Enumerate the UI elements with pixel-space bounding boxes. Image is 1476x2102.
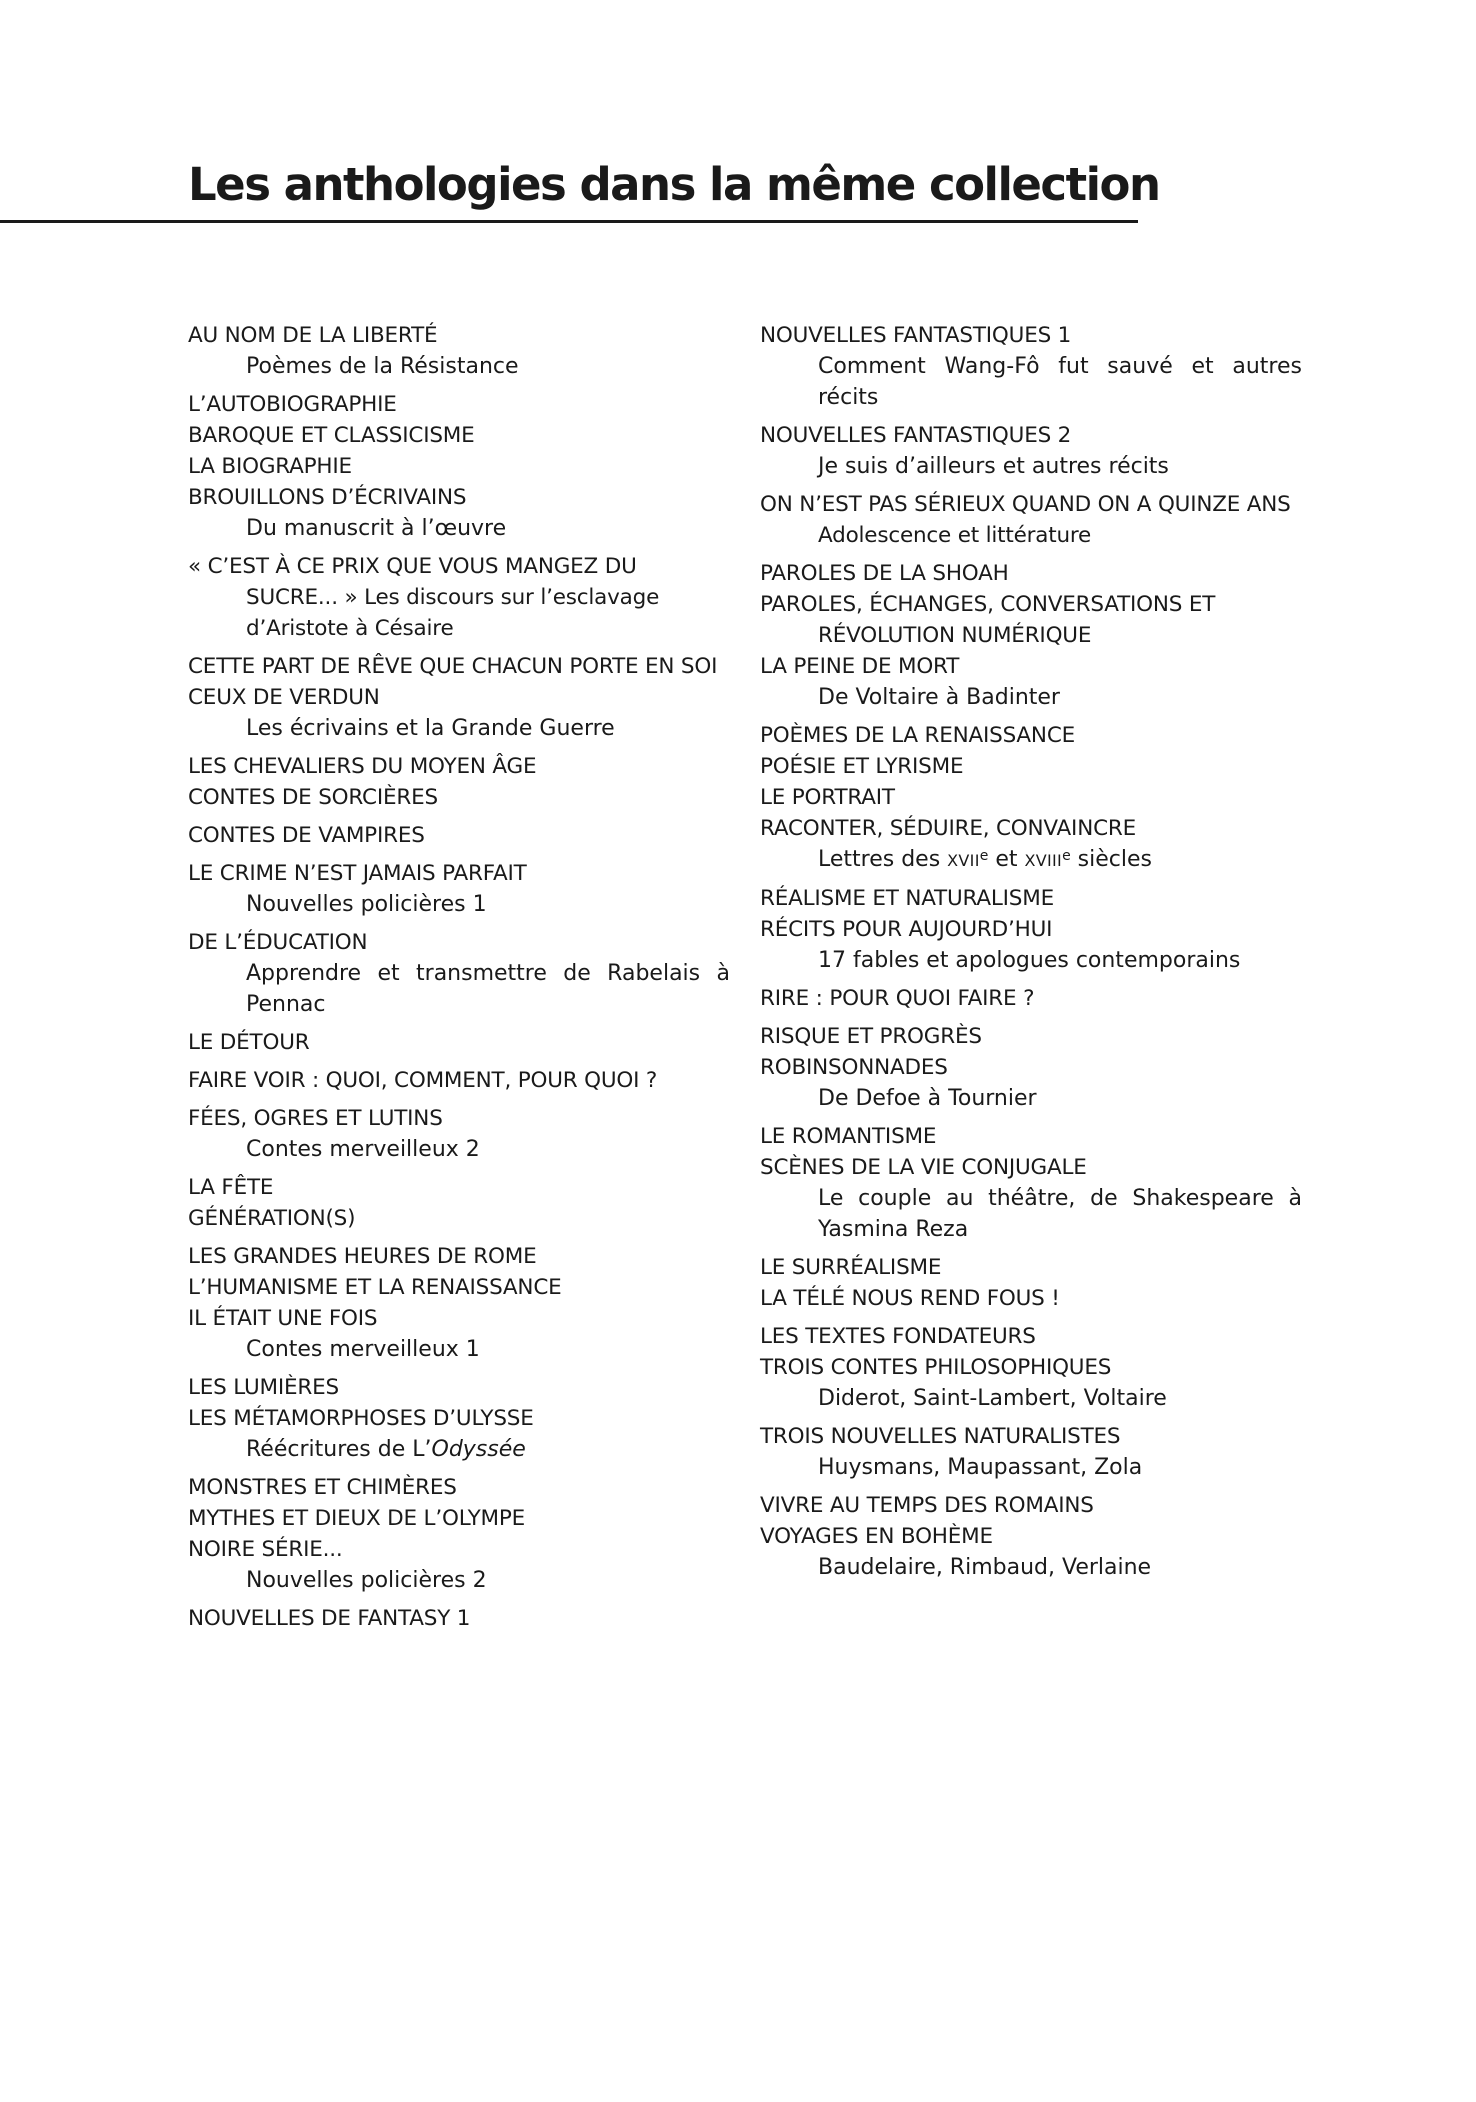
list-item xyxy=(188,782,730,813)
list-item xyxy=(188,927,730,1020)
list-item xyxy=(188,1372,730,1403)
anthology-title: TROIS NOUVELLES NATURALISTES xyxy=(760,1424,1121,1449)
anthology-title: FAIRE VOIR : QUOI, COMMENT, POUR QUOI ? xyxy=(188,1068,658,1093)
anthology-title-text: « C’EST À CE PRIX QUE VOUS MANGEZ DU SUCRE... » xyxy=(188,554,637,610)
list-item xyxy=(760,558,1302,589)
list-item xyxy=(188,389,730,420)
anthology-subtitle: Contes merveilleux 1 xyxy=(246,1337,480,1362)
anthology-title: GÉNÉRATION(S) xyxy=(188,1206,356,1231)
list-item xyxy=(188,1303,730,1365)
anthology-title: AU NOM DE LA LIBERTÉ xyxy=(188,323,438,348)
anthology-title: NOUVELLES DE FANTASY 1 xyxy=(188,1606,471,1631)
anthology-title xyxy=(188,551,730,644)
list-item xyxy=(760,1352,1302,1414)
anthology-subtitle: Nouvelles policières 2 xyxy=(246,1568,487,1593)
list-item xyxy=(760,914,1302,976)
list-item xyxy=(760,651,1302,713)
anthology-title: LE DÉTOUR xyxy=(188,1030,310,1055)
list-item xyxy=(188,858,730,920)
anthology-title: BAROQUE ET CLASSICISME xyxy=(188,423,475,448)
list-item xyxy=(760,1521,1302,1583)
anthology-title: LES MÉTAMORPHOSES D’ULYSSE xyxy=(188,1406,534,1431)
anthology-title: LA BIOGRAPHIE xyxy=(188,454,352,479)
anthology-title: CONTES DE SORCIÈRES xyxy=(188,785,438,810)
list-item xyxy=(188,1241,730,1272)
anthology-title: RIRE : POUR QUOI FAIRE ? xyxy=(760,986,1035,1011)
anthology-title: LES GRANDES HEURES DE ROME xyxy=(188,1244,537,1269)
list-item xyxy=(188,751,730,782)
list-item xyxy=(188,1603,730,1634)
anthology-title: VOYAGES EN BOHÈME xyxy=(760,1524,993,1549)
anthology-title: CONTES DE VAMPIRES xyxy=(188,823,425,848)
anthology-subtitle: Poèmes de la Résistance xyxy=(246,354,519,379)
anthology-title: MONSTRES ET CHIMÈRES xyxy=(188,1475,457,1500)
anthology-title: ROBINSONNADES xyxy=(760,1055,948,1080)
anthology-title: LA PEINE DE MORT xyxy=(760,654,960,679)
anthology-subtitle: Le couple au théâtre, de Shakespeare à Yasmina Reza xyxy=(818,1186,1302,1242)
anthology-title: LES CHEVALIERS DU MOYEN ÂGE xyxy=(188,754,537,779)
anthology-title: NOIRE SÉRIE... xyxy=(188,1537,343,1562)
list-item xyxy=(188,1272,730,1303)
list-item xyxy=(188,1534,730,1596)
list-item xyxy=(760,589,1302,651)
list-item xyxy=(760,1421,1302,1483)
list-item xyxy=(760,883,1302,914)
list-item xyxy=(760,320,1302,413)
anthology-title: CEUX DE VERDUN xyxy=(188,685,380,710)
list-item xyxy=(188,1172,730,1203)
anthology-subtitle: Comment Wang-Fô fut sauvé et autres récits xyxy=(818,354,1302,410)
anthology-subtitle: Les écrivains et la Grande Guerre xyxy=(246,716,615,741)
anthology-title: L’HUMANISME ET LA RENAISSANCE xyxy=(188,1275,562,1300)
anthology-title: CETTE PART DE RÊVE QUE CHACUN PORTE EN SOI xyxy=(188,654,718,679)
list-item xyxy=(188,1027,730,1058)
anthology-title: LE CRIME N’EST JAMAIS PARFAIT xyxy=(188,861,527,886)
anthology-title: RACONTER, SÉDUIRE, CONVAINCRE xyxy=(760,816,1137,841)
anthology-title: LA FÊTE xyxy=(188,1175,274,1200)
anthology-title: SCÈNES DE LA VIE CONJUGALE xyxy=(760,1155,1087,1180)
anthology-subtitle: Huysmans, Maupassant, Zola xyxy=(818,1455,1143,1480)
anthology-inline-subtitle: Les discours sur l’esclavage d’Aristote à Césaire xyxy=(246,585,660,641)
anthology-title: RISQUE ET PROGRÈS xyxy=(760,1024,982,1049)
subtitle-text: siècles xyxy=(1070,847,1152,872)
list-item xyxy=(188,551,730,644)
anthology-title: NOUVELLES FANTASTIQUES 2 xyxy=(760,423,1072,448)
anthology-title: IL ÉTAIT UNE FOIS xyxy=(188,1306,378,1331)
anthology-subtitle: 17 fables et apologues contemporains xyxy=(818,948,1241,973)
list-item xyxy=(188,682,730,744)
title-underline xyxy=(0,220,1138,223)
anthology-title xyxy=(760,489,1302,551)
anthology-title: DE L’ÉDUCATION xyxy=(188,930,368,955)
list-item xyxy=(760,1252,1302,1283)
list-item xyxy=(188,1203,730,1234)
list-item xyxy=(188,1503,730,1534)
anthology-subtitle: Contes merveilleux 2 xyxy=(246,1137,480,1162)
list-item xyxy=(188,1065,730,1096)
anthology-subtitle: Du manuscrit à l’œuvre xyxy=(246,516,507,541)
anthology-title: RÉCITS POUR AUJOURD’HUI xyxy=(760,917,1053,942)
list-item xyxy=(188,482,730,544)
anthology-subtitle-italic: Odyssée xyxy=(431,1437,526,1462)
anthology-inline-subtitle: Adolescence et littérature xyxy=(818,523,1092,548)
list-item xyxy=(188,820,730,851)
anthology-title: LA TÉLÉ NOUS REND FOUS ! xyxy=(760,1286,1060,1311)
list-item xyxy=(760,1021,1302,1052)
list-item xyxy=(188,451,730,482)
anthology-title: PAROLES DE LA SHOAH xyxy=(760,561,1009,586)
anthology-title: RÉALISME ET NATURALISME xyxy=(760,886,1054,911)
list-item xyxy=(760,1121,1302,1152)
list-item xyxy=(760,1283,1302,1314)
list-item xyxy=(760,813,1302,876)
anthology-title: MYTHES ET DIEUX DE L’OLYMPE xyxy=(188,1506,526,1531)
anthology-title: FÉES, OGRES ET LUTINS xyxy=(188,1106,443,1131)
anthology-subtitle: De Defoe à Tournier xyxy=(818,1086,1037,1111)
list-item xyxy=(188,420,730,451)
anthology-list-right xyxy=(760,320,1302,1583)
list-item xyxy=(760,720,1302,751)
anthology-subtitle: Apprendre et transmettre de Rabelais à Pennac xyxy=(246,961,730,1017)
list-item xyxy=(188,320,730,382)
list-item xyxy=(760,489,1302,551)
list-item xyxy=(760,782,1302,813)
anthology-title: LE ROMANTISME xyxy=(760,1124,937,1149)
list-item xyxy=(760,420,1302,482)
anthology-title: TROIS CONTES PHILOSOPHIQUES xyxy=(760,1355,1112,1380)
anthology-title: VIVRE AU TEMPS DES ROMAINS xyxy=(760,1493,1094,1518)
list-item xyxy=(188,1403,730,1465)
anthology-title: L’AUTOBIOGRAPHIE xyxy=(188,392,397,417)
anthology-subtitle xyxy=(188,1434,730,1465)
list-item xyxy=(760,751,1302,782)
anthology-title: LE PORTRAIT xyxy=(760,785,895,810)
century-numeral: XVII xyxy=(947,851,980,870)
list-item xyxy=(188,1103,730,1165)
anthology-subtitle: Nouvelles policières 1 xyxy=(246,892,487,917)
anthology-title: LES TEXTES FONDATEURS xyxy=(760,1324,1036,1349)
list-item xyxy=(760,1052,1302,1114)
century-suffix: e xyxy=(1062,848,1071,864)
list-item xyxy=(760,1490,1302,1521)
anthology-title-text: ON N’EST PAS SÉRIEUX QUAND ON A QUINZE ANS xyxy=(760,492,1291,517)
anthology-title: POÈMES DE LA RENAISSANCE xyxy=(760,723,1076,748)
subtitle-text: et xyxy=(988,847,1025,872)
anthology-title: NOUVELLES FANTASTIQUES 1 xyxy=(760,323,1072,348)
anthology-title: BROUILLONS D’ÉCRIVAINS xyxy=(188,485,467,510)
anthology-subtitle: Diderot, Saint-Lambert, Voltaire xyxy=(818,1386,1167,1411)
anthology-subtitle: De Voltaire à Badinter xyxy=(818,685,1060,710)
anthology-subtitle-text: Réécritures de L’ xyxy=(246,1437,432,1462)
list-item xyxy=(760,1321,1302,1352)
list-item xyxy=(188,1472,730,1503)
list-item xyxy=(188,651,730,682)
anthology-title: PAROLES, ÉCHANGES, CONVERSATIONS ET RÉVOLUTION NUMÉRIQUE xyxy=(760,592,1216,648)
list-item xyxy=(760,983,1302,1014)
century-numeral: XVIII xyxy=(1024,851,1063,870)
century-suffix: e xyxy=(979,848,989,864)
anthology-subtitle xyxy=(760,844,1302,876)
anthology-title: POÉSIE ET LYRISME xyxy=(760,754,964,779)
list-item xyxy=(760,1152,1302,1245)
anthology-subtitle: Baudelaire, Rimbaud, Verlaine xyxy=(818,1555,1152,1580)
anthology-subtitle: Je suis d’ailleurs et autres récits xyxy=(818,454,1169,479)
page-title: Les anthologies dans la même collection xyxy=(188,158,1160,211)
anthology-title: LE SURRÉALISME xyxy=(760,1255,942,1280)
anthology-list-left xyxy=(188,320,730,1634)
subtitle-text: Lettres des xyxy=(818,847,948,872)
anthology-title: LES LUMIÈRES xyxy=(188,1375,339,1400)
